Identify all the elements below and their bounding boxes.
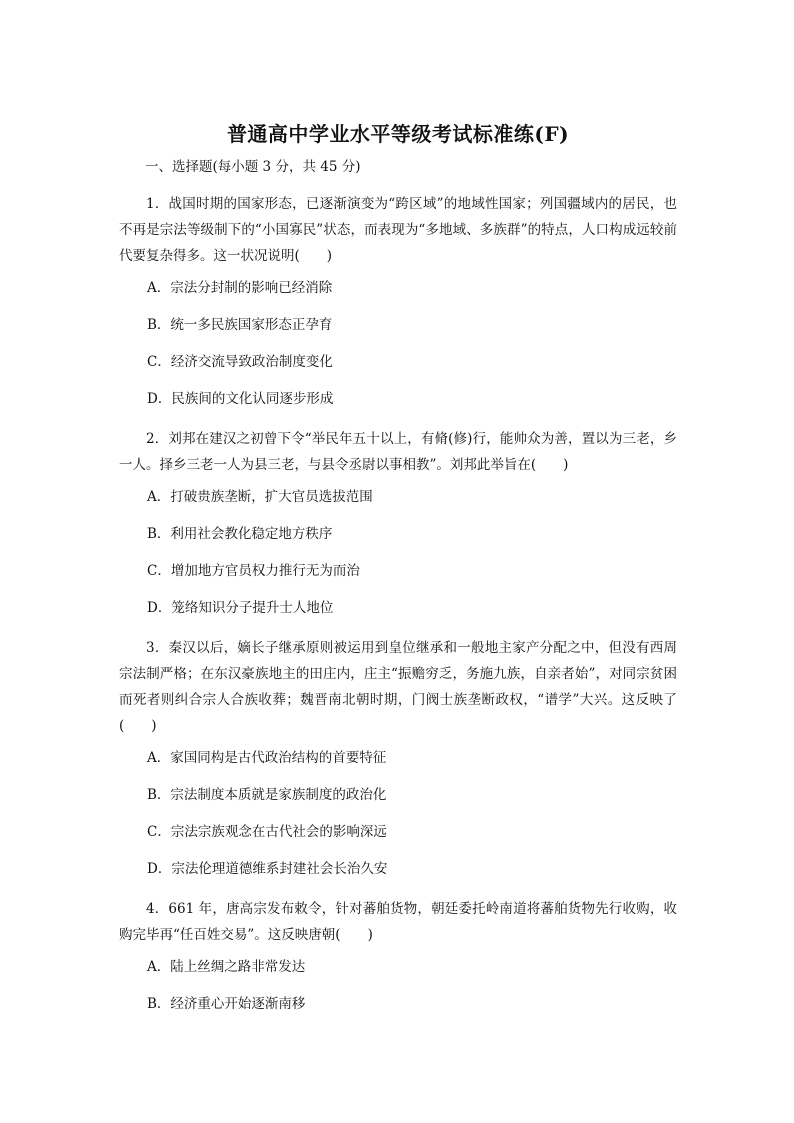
option-b: B．利用社会教化稳定地方秩序: [147, 526, 333, 542]
question-2: [119, 426, 677, 618]
question-3: [119, 635, 677, 879]
option-b: B．统一多民族国家形态正孕育: [147, 317, 333, 333]
question-1: [119, 191, 677, 409]
option-a: A．陆上丝绸之路非常发达: [147, 959, 306, 975]
option-c: C．经济交流导致政治制度变化: [147, 354, 333, 370]
section-heading: 一、选择题(每小题 3 分，共 45 分): [145, 159, 361, 175]
question-stem: 3．秦汉以后，嫡长子继承原则被运用到皇位继承和一般地主家产分配之中，但没有西周宗法制严格；在东汉豪族地主的田庄内，庄主“振赡穷乏，务施九族，自亲者始”，对同宗贫困而死者则纠合宗人合族收葬；魏晋南北朝时期，门阀士族垄断政权，“谱学”大兴。这反映了( ): [119, 640, 677, 734]
option-a: A．宗法分封制的影响已经消除: [147, 280, 333, 296]
question-stem: 2．刘邦在建汉之初曾下令“举民年五十以上，有脩(修)行，能帅众为善，置以为三老，乡一人。择乡三老一人为县三老，与县令丞尉以事相教”。刘邦此举旨在( ): [119, 431, 677, 473]
option-a: A．打破贵族垄断，扩大官员选拔范围: [147, 489, 373, 505]
question-stem: 4．661 年，唐高宗发布敕令，针对蕃舶货物，朝廷委托岭南道将蕃舶货物先行收购，收购完毕再“任百姓交易”。这反映唐朝( ): [119, 901, 677, 943]
option-d: D．宗法伦理道德维系封建社会长治久安: [147, 861, 388, 877]
page-title: 普通高中学业水平等级考试标准练(F): [226, 122, 570, 146]
option-c: C．增加地方官员权力推行无为而治: [147, 563, 360, 579]
option-c: C．宗法宗族观念在古代社会的影响深远: [147, 824, 387, 840]
option-b: B．经济重心开始逐渐南移: [147, 996, 306, 1012]
option-b: B．宗法制度本质就是家族制度的政治化: [147, 787, 387, 803]
option-d: D．笼络知识分子提升士人地位: [147, 600, 334, 616]
option-d: D．民族间的文化认同逐步形成: [147, 391, 334, 407]
question-4: [119, 896, 677, 1014]
question-stem: 1．战国时期的国家形态，已逐渐演变为“跨区域”的地域性国家；列国疆域内的居民，也不再是宗法等级制下的“小国寡民”状态，而表现为“多地域、多族群”的特点，人口构成远较前代要复杂得多。这一状况说明( ): [119, 196, 677, 264]
option-a: A．家国同构是古代政治结构的首要特征: [147, 750, 387, 766]
